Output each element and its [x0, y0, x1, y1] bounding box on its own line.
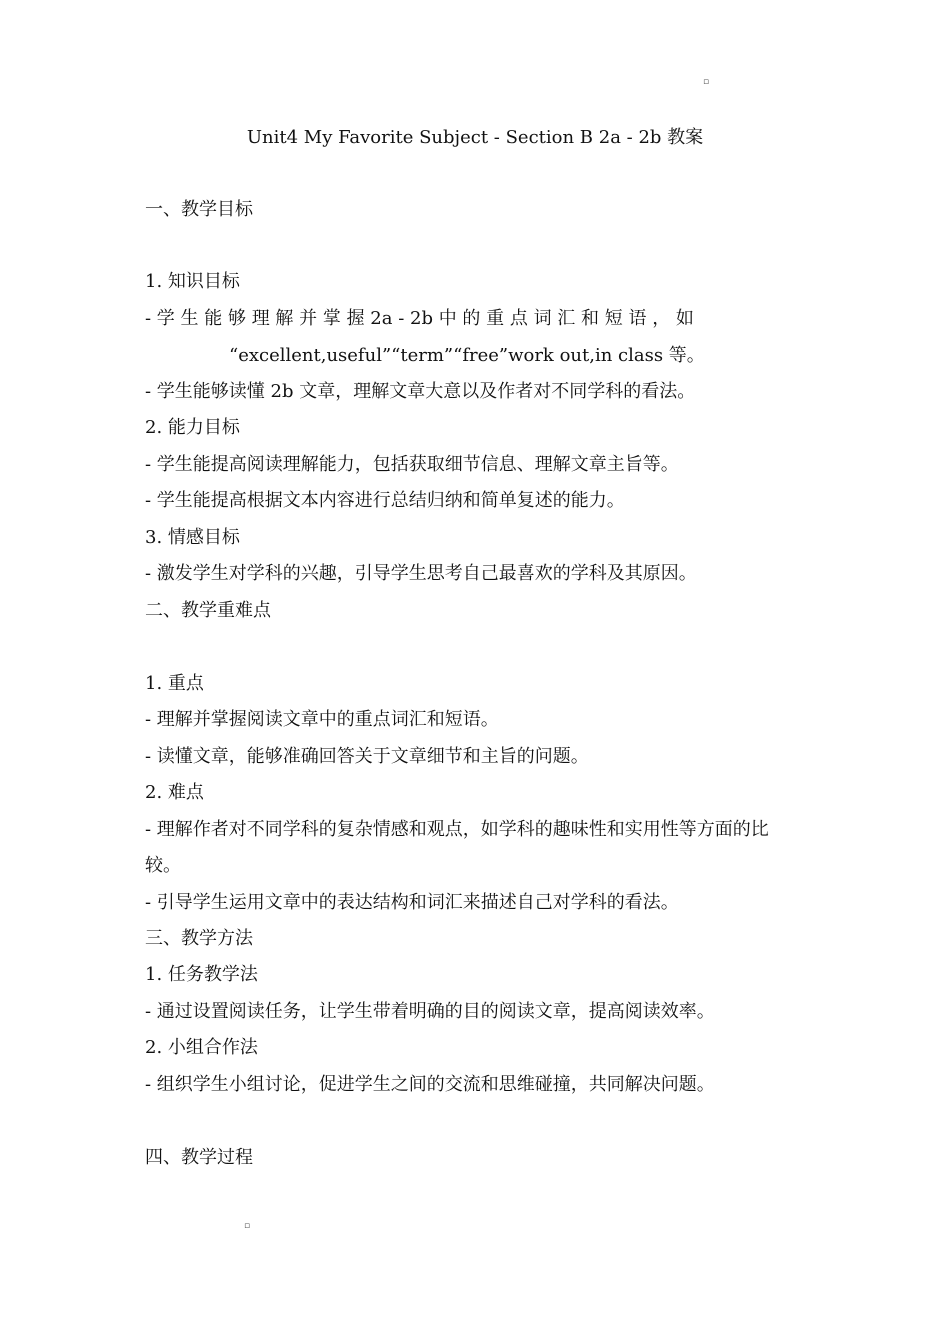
key-points-item-2: - 读懂文章，能够准确回答关于文章细节和主旨的问题。 [145, 746, 589, 767]
method-2-heading: 2. 小组合作法 [145, 1037, 258, 1058]
knowledge-goal-heading: 1. 知识目标 [145, 271, 240, 292]
ability-goal-item-2: - 学生能提高根据文本内容进行总结归纳和简单复述的能力。 [145, 490, 625, 511]
difficult-points-item-2: - 引导学生运用文章中的表达结构和词汇来描述自己对学科的看法。 [145, 892, 679, 913]
ability-goal-heading: 2. 能力目标 [145, 417, 240, 438]
section-4-heading: 四、教学过程 [145, 1147, 253, 1168]
ability-goal-item-1: - 学生能提高阅读理解能力，包括获取细节信息、理解文章主旨等。 [145, 454, 679, 475]
method-1-item: - 通过设置阅读任务，让学生带着明确的目的阅读文章，提高阅读效率。 [145, 1001, 715, 1022]
emotion-goal-heading: 3. 情感目标 [145, 527, 240, 548]
section-3-heading: 三、教学方法 [145, 928, 253, 949]
knowledge-goal-item-1-line-1: - 学 生 能 够 理 解 并 掌 握 2a - 2b 中 的 重 点 词 汇 和 短 语 ， 如 [145, 308, 694, 329]
method-1-heading: 1. 任务教学法 [145, 964, 258, 985]
emotion-goal-item-1: - 激发学生对学科的兴趣，引导学生思考自己最喜欢的学科及其原因。 [145, 563, 697, 584]
key-points-heading: 1. 重点 [145, 673, 204, 694]
header-mark: ▫ [703, 77, 710, 87]
difficult-points-item-1-line-2: 较。 [145, 855, 181, 876]
section-2-heading: 二、教学重难点 [145, 600, 271, 621]
knowledge-goal-item-1-line-2: “excellent,useful”“term”“free”work out,in class 等。 [229, 345, 705, 366]
key-points-item-1: - 理解并掌握阅读文章中的重点词汇和短语。 [145, 709, 499, 730]
method-2-item: - 组织学生小组讨论，促进学生之间的交流和思维碰撞，共同解决问题。 [145, 1074, 715, 1095]
knowledge-goal-item-2: - 学生能够读懂 2b 文章，理解文章大意以及作者对不同学科的看法。 [145, 381, 696, 402]
footer-mark: ▫ [244, 1221, 251, 1231]
section-1-heading: 一、教学目标 [145, 199, 253, 220]
document-title: Unit4 My Favorite Subject - Section B 2a - 2b 教案 [246, 127, 704, 148]
difficult-points-item-1-line-1: - 理解作者对不同学科的复杂情感和观点，如学科的趣味性和实用性等方面的比 [145, 819, 769, 840]
difficult-points-heading: 2. 难点 [145, 782, 204, 803]
